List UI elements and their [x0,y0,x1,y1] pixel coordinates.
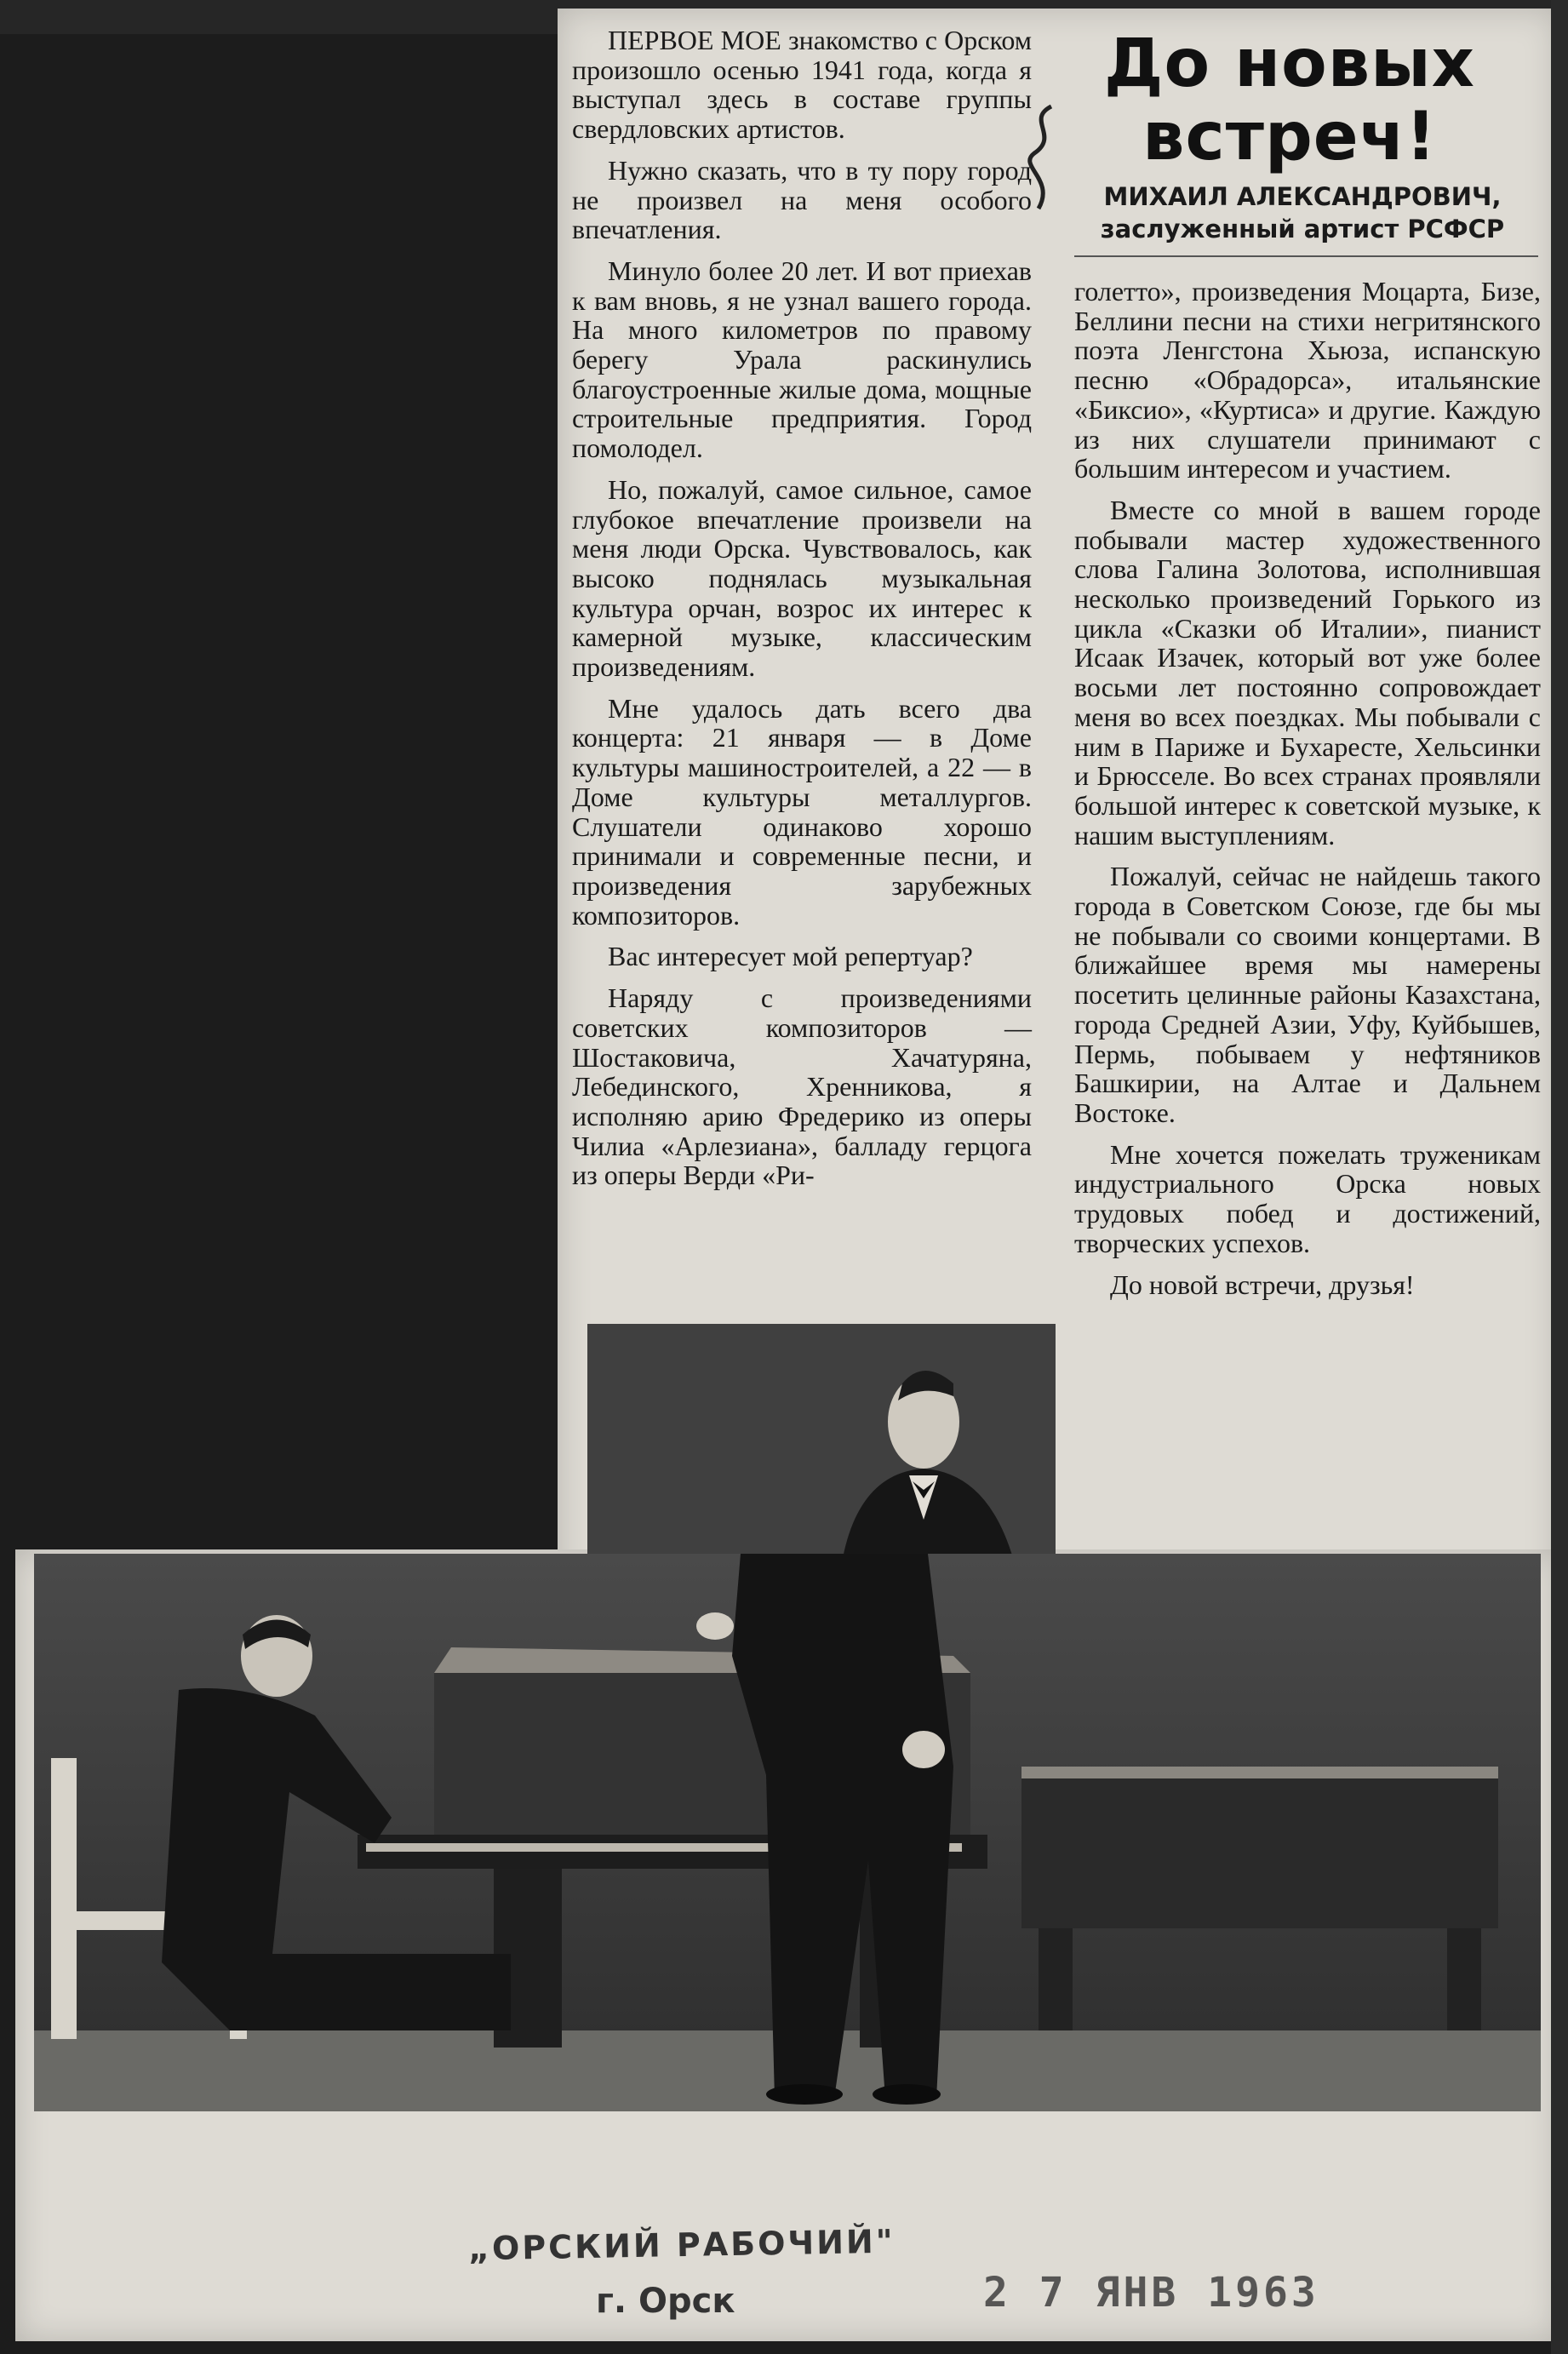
headline-line-2: встреч! [1142,99,1437,175]
paragraph: Мне хочется пожелать труженикам индустриального Орска новых трудовых побед и достижений, творческих успехов. [1074,1138,1541,1258]
divider [1074,255,1538,257]
paragraph: Вместе со мной в вашем городе побывали мастер художественного слова Галина Золотова, исполнившая несколько произведений Горького из цикла «Сказки об Италии», пианист Исаак Изачек, который вот уже более восьми лет постоянно сопровождает меня во всех поездках. Мы побывали с ним в Париже и Бухаресте, Хельсинки и Брюсселе. Во всех странах проявляли большой интерес к советской музыке, к нашим выступлениям. [1074,494,1541,851]
paragraph: Минуло более 20 лет. И вот приехав к вам вновь, я не узнал вашего города. На много километров по правому берегу Урала раскинулись благоустроенные жилые дома, мощные строительные предприятия. Город помолодел. [572,255,1032,464]
photo-upper-part [587,1324,1056,1558]
paragraph: Но, пожалуй, самое сильное, самое глубокое впечатление произвели на меня люди Орска. Чувствовалось, как высоко поднялась музыкальная культура орчан, возрос их интерес к камерной музыке, классическим произведениям. [572,473,1032,683]
date-stamp: 2 7 ЯНВ 1963 [983,2269,1319,2317]
author-title: заслуженный артист РСФСР [1100,215,1505,243]
paragraph: До новой встречи, друзья! [1110,1269,1415,1300]
newspaper-city: г. Орск [596,2282,735,2321]
author-byline [1081,180,1524,245]
article-headline [1068,27,1511,174]
headline-line-1: До новых [1104,26,1475,102]
paragraph: Вас интересует мой репертуар? [608,941,973,972]
author-name: МИХАИЛ АЛЕКСАНДРОВИЧ, [1103,182,1502,211]
article-column-left [572,26,1032,1190]
photo-singer-and-pianist [34,1554,1541,2111]
paragraph: Мне удалось дать всего два концерта: 21 января — в Доме культуры машиностроителей, а 22 — в Доме культуры металлургов. Слушатели одинаково хорошо принимали и современные песни, и произведения зарубежных композиторов. [572,692,1032,931]
decorative-swash-icon [1017,102,1068,213]
article-column-right [1074,277,1541,1299]
paragraph: Наряду с произведениями советских композиторов — Шостаковича, Хачатуряна, Лебединского, Хренникова, я исполняю арию Фредерико из оперы Чилиа «Арлезиана», балладу герцога из оперы Верди «Ри- [572,982,1032,1191]
paragraph: Нужно сказать, что в ту пору город не произвел на меня особого впечатления. [572,154,1032,245]
newspaper-title: „ОРСКИЙ РАБОЧИЙ" [467,2222,896,2268]
paragraph: голетто», произведения Моцарта, Бизе, Беллини песни на стихи негритянского поэта Ленгстона Хьюза, испанскую песню «Обрадорса», итальянские «Биксио», «Куртиса» и другие. Каждую из них слушатели принимают с большим интересом и участием. [1074,276,1541,484]
paragraph: Пожалуй, сейчас не найдешь такого города в Советском Союзе, где бы мы не побывали со своими концертами. В ближайшее время мы намерены посетить целинные районы Казахстана, города Средней Азии, Уфу, Куйбышев, Пермь, побываем у нефтяников Башкирии, на Алтае и Дальнем Востоке. [1074,861,1541,1128]
paragraph: ПЕРВОЕ МОЕ знакомство с Орском произошло осенью 1941 года, когда я выступал здесь в составе группы свердловских артистов. [572,25,1032,145]
dark-edge [1551,0,1568,2354]
